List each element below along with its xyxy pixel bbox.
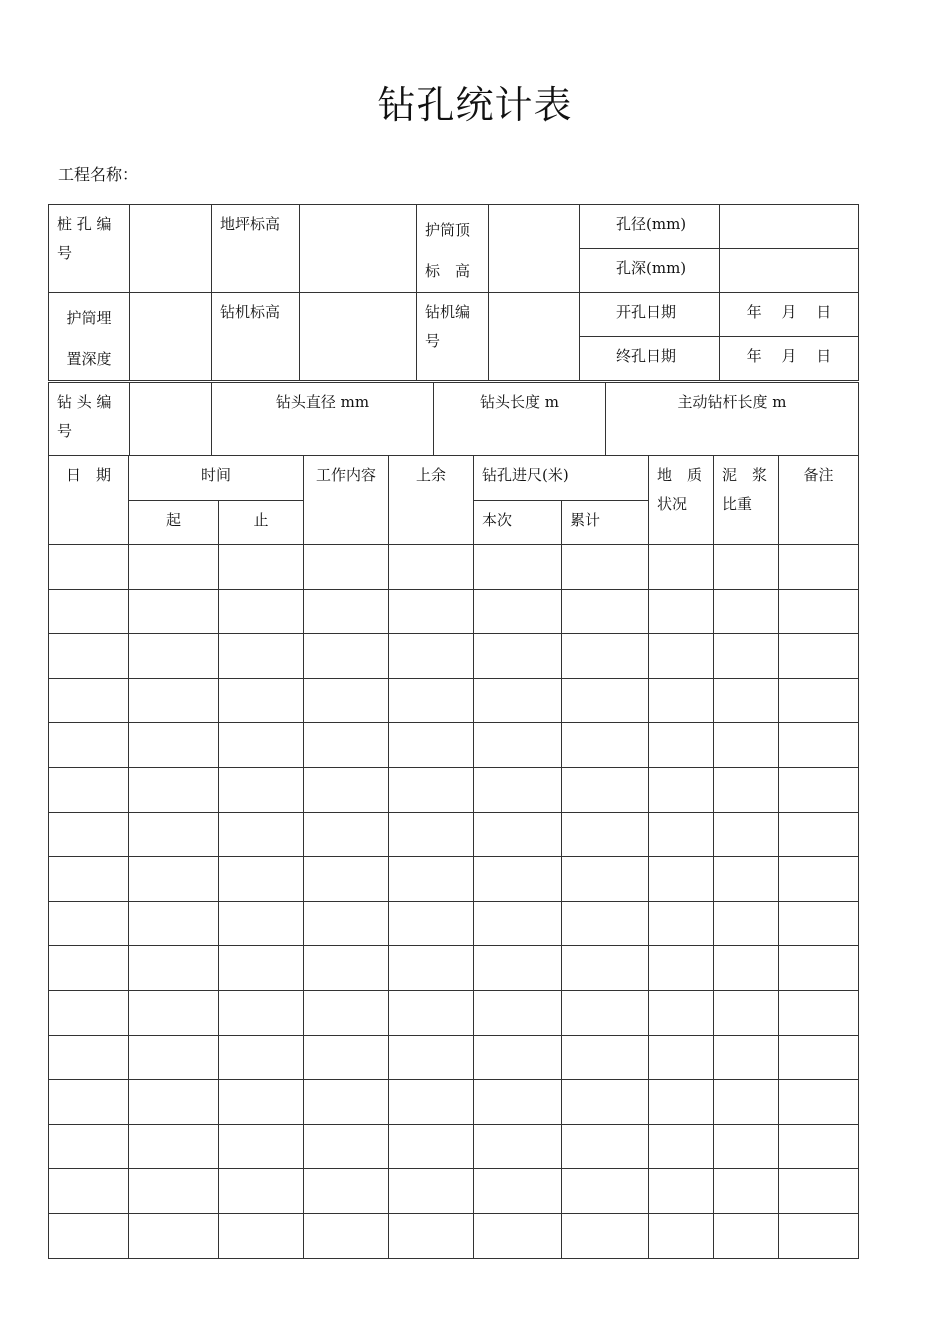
pile-info-table xyxy=(48,204,859,381)
mud-header: 泥 浆 比重 xyxy=(714,456,779,545)
log-cell[interactable] xyxy=(219,1213,304,1258)
log-cell[interactable] xyxy=(129,589,219,634)
log-cell[interactable] xyxy=(779,723,859,768)
table-row xyxy=(49,634,859,679)
log-cell[interactable] xyxy=(304,946,389,991)
log-cell[interactable] xyxy=(779,901,859,946)
log-cell[interactable] xyxy=(562,901,649,946)
log-cell[interactable] xyxy=(304,767,389,812)
casing-depth-label: 护筒埋 置深度 xyxy=(49,293,130,381)
log-cell[interactable] xyxy=(49,545,129,590)
log-cell[interactable] xyxy=(714,1035,779,1080)
rig-no-value[interactable] xyxy=(489,293,580,381)
work-header: 工作内容 xyxy=(304,456,389,545)
log-cell[interactable] xyxy=(779,678,859,723)
log-cell[interactable] xyxy=(304,545,389,590)
log-cell[interactable] xyxy=(562,634,649,679)
log-cell[interactable] xyxy=(562,723,649,768)
log-cell[interactable] xyxy=(649,678,714,723)
log-cell[interactable] xyxy=(474,946,562,991)
log-cell[interactable] xyxy=(779,1080,859,1125)
log-cell[interactable] xyxy=(129,857,219,902)
table-row xyxy=(49,545,859,590)
log-cell[interactable] xyxy=(49,1124,129,1169)
log-cell[interactable] xyxy=(474,901,562,946)
log-cell[interactable] xyxy=(304,901,389,946)
log-cell[interactable] xyxy=(714,545,779,590)
log-cell[interactable] xyxy=(49,1169,129,1214)
log-cell[interactable] xyxy=(219,1080,304,1125)
table-row xyxy=(49,1124,859,1169)
log-cell[interactable] xyxy=(714,1080,779,1125)
rig-no-label: 钻机编 号 xyxy=(417,293,489,381)
hole-dia-label: 孔径(mm) xyxy=(580,205,720,249)
log-cell[interactable] xyxy=(649,1124,714,1169)
pile-no-value[interactable] xyxy=(130,205,212,293)
log-cell[interactable] xyxy=(49,946,129,991)
log-cell[interactable] xyxy=(649,634,714,679)
log-cell[interactable] xyxy=(649,767,714,812)
advance-header: 钻孔进尺(米) xyxy=(474,456,649,501)
rig-elev-label: 钻机标高 xyxy=(212,293,300,381)
log-cell[interactable] xyxy=(779,857,859,902)
log-cell[interactable] xyxy=(49,1035,129,1080)
log-cell[interactable] xyxy=(219,946,304,991)
log-cell[interactable] xyxy=(714,946,779,991)
project-name-label: 工程名称： xyxy=(58,165,139,184)
log-cell[interactable] xyxy=(649,1080,714,1125)
log-cell[interactable] xyxy=(779,946,859,991)
drilling-log-table xyxy=(48,455,859,1259)
rig-elev-value[interactable] xyxy=(300,293,417,381)
log-cell[interactable] xyxy=(562,545,649,590)
log-cell[interactable] xyxy=(474,990,562,1035)
log-cell[interactable] xyxy=(714,589,779,634)
log-cell[interactable] xyxy=(49,678,129,723)
end-date-value[interactable]: 年 月 日 xyxy=(720,337,859,381)
bit-len-label: 钻头长度 m xyxy=(434,383,606,456)
log-cell[interactable] xyxy=(714,1124,779,1169)
log-cell[interactable] xyxy=(129,545,219,590)
log-cell[interactable] xyxy=(562,1213,649,1258)
log-cell[interactable] xyxy=(779,1035,859,1080)
log-cell[interactable] xyxy=(779,545,859,590)
date-header: 日 期 xyxy=(49,456,129,545)
log-cell[interactable] xyxy=(389,812,474,857)
table-row xyxy=(49,946,859,991)
table-row xyxy=(49,723,859,768)
log-cell[interactable] xyxy=(779,634,859,679)
log-cell[interactable] xyxy=(714,723,779,768)
log-cell[interactable] xyxy=(562,1124,649,1169)
remain-header: 上余 xyxy=(389,456,474,545)
kelly-len-label: 主动钻杆长度 m xyxy=(606,383,859,456)
log-cell[interactable] xyxy=(474,1169,562,1214)
log-cell[interactable] xyxy=(219,1124,304,1169)
log-cell[interactable] xyxy=(714,767,779,812)
log-cell[interactable] xyxy=(649,901,714,946)
log-cell[interactable] xyxy=(389,767,474,812)
log-cell[interactable] xyxy=(714,678,779,723)
log-cell[interactable] xyxy=(649,990,714,1035)
log-cell[interactable] xyxy=(389,545,474,590)
log-cell[interactable] xyxy=(129,812,219,857)
log-cell[interactable] xyxy=(562,1035,649,1080)
log-cell[interactable] xyxy=(129,634,219,679)
log-cell[interactable] xyxy=(474,1213,562,1258)
log-cell[interactable] xyxy=(714,990,779,1035)
log-cell[interactable] xyxy=(304,634,389,679)
bit-no-value[interactable] xyxy=(130,383,212,456)
log-cell[interactable] xyxy=(219,990,304,1035)
log-cell[interactable] xyxy=(219,634,304,679)
log-cell[interactable] xyxy=(714,1169,779,1214)
log-cell[interactable] xyxy=(129,990,219,1035)
log-cell[interactable] xyxy=(474,857,562,902)
log-cell[interactable] xyxy=(304,1169,389,1214)
log-cell[interactable] xyxy=(649,723,714,768)
log-cell[interactable] xyxy=(49,990,129,1035)
log-cell[interactable] xyxy=(304,678,389,723)
table-row xyxy=(49,901,859,946)
casing-depth-value[interactable] xyxy=(130,293,212,381)
log-cell[interactable] xyxy=(562,812,649,857)
casing-top-elev-value[interactable] xyxy=(489,205,580,293)
table-row xyxy=(49,1169,859,1214)
log-cell[interactable] xyxy=(219,545,304,590)
log-cell[interactable] xyxy=(474,589,562,634)
log-cell[interactable] xyxy=(779,1213,859,1258)
log-cell[interactable] xyxy=(49,767,129,812)
log-cell[interactable] xyxy=(49,589,129,634)
log-cell[interactable] xyxy=(49,857,129,902)
table-row xyxy=(49,767,859,812)
advance-cumulative-header: 累计 xyxy=(562,501,649,545)
log-cell[interactable] xyxy=(649,857,714,902)
ground-elev-value[interactable] xyxy=(300,205,417,293)
log-cell[interactable] xyxy=(389,1080,474,1125)
log-cell[interactable] xyxy=(649,946,714,991)
log-cell[interactable] xyxy=(389,1169,474,1214)
ground-elev-label: 地坪标高 xyxy=(212,205,300,293)
log-cell[interactable] xyxy=(219,857,304,902)
log-cell[interactable] xyxy=(129,767,219,812)
log-cell[interactable] xyxy=(389,634,474,679)
table-row xyxy=(49,678,859,723)
log-cell[interactable] xyxy=(562,990,649,1035)
log-cell[interactable] xyxy=(389,990,474,1035)
log-cell[interactable] xyxy=(779,589,859,634)
log-cell[interactable] xyxy=(304,1080,389,1125)
log-cell[interactable] xyxy=(129,1124,219,1169)
log-cell[interactable] xyxy=(129,1213,219,1258)
time-header: 时间 xyxy=(129,456,304,501)
log-cell[interactable] xyxy=(129,1169,219,1214)
table-row xyxy=(49,1035,859,1080)
log-cell[interactable] xyxy=(219,1169,304,1214)
log-cell[interactable] xyxy=(474,1124,562,1169)
geology-header: 地 质 状况 xyxy=(649,456,714,545)
log-cell[interactable] xyxy=(562,767,649,812)
log-cell[interactable] xyxy=(389,901,474,946)
log-cell[interactable] xyxy=(562,678,649,723)
log-cell[interactable] xyxy=(219,901,304,946)
log-cell[interactable] xyxy=(304,1213,389,1258)
end-date-label: 终孔日期 xyxy=(580,337,720,381)
log-cell[interactable] xyxy=(304,1124,389,1169)
log-cell[interactable] xyxy=(389,1035,474,1080)
log-cell[interactable] xyxy=(49,634,129,679)
log-cell[interactable] xyxy=(219,723,304,768)
log-cell[interactable] xyxy=(714,857,779,902)
log-cell[interactable] xyxy=(389,678,474,723)
log-cell[interactable] xyxy=(219,589,304,634)
advance-this-header: 本次 xyxy=(474,501,562,545)
log-cell[interactable] xyxy=(779,1169,859,1214)
log-cell[interactable] xyxy=(389,723,474,768)
log-cell[interactable] xyxy=(304,990,389,1035)
log-cell[interactable] xyxy=(129,1035,219,1080)
log-cell[interactable] xyxy=(219,767,304,812)
log-cell[interactable] xyxy=(474,678,562,723)
log-cell[interactable] xyxy=(779,812,859,857)
bit-no-label: 钻 头 编 号 xyxy=(49,383,130,456)
table-row xyxy=(49,812,859,857)
log-cell[interactable] xyxy=(714,901,779,946)
log-cell[interactable] xyxy=(389,1213,474,1258)
log-cell[interactable] xyxy=(49,1080,129,1125)
hole-dia-value[interactable] xyxy=(720,205,859,249)
page-title: 钻孔统计表 xyxy=(377,83,573,127)
log-cell[interactable] xyxy=(389,857,474,902)
table-row xyxy=(49,857,859,902)
log-cell[interactable] xyxy=(474,634,562,679)
log-cell[interactable] xyxy=(474,1080,562,1125)
table-row xyxy=(49,1213,859,1258)
log-cell[interactable] xyxy=(49,723,129,768)
log-cell[interactable] xyxy=(219,678,304,723)
log-cell[interactable] xyxy=(129,946,219,991)
log-cell[interactable] xyxy=(714,812,779,857)
remarks-header: 备注 xyxy=(779,456,859,545)
log-cell[interactable] xyxy=(304,857,389,902)
log-cell[interactable] xyxy=(49,812,129,857)
log-cell[interactable] xyxy=(714,634,779,679)
log-cell[interactable] xyxy=(649,589,714,634)
table-row xyxy=(49,1080,859,1125)
log-cell[interactable] xyxy=(562,1080,649,1125)
log-cell[interactable] xyxy=(649,1035,714,1080)
log-cell[interactable] xyxy=(649,812,714,857)
log-cell[interactable] xyxy=(649,545,714,590)
log-cell[interactable] xyxy=(474,545,562,590)
log-cell[interactable] xyxy=(562,946,649,991)
log-cell[interactable] xyxy=(304,589,389,634)
log-cell[interactable] xyxy=(304,723,389,768)
log-cell[interactable] xyxy=(562,589,649,634)
log-cell[interactable] xyxy=(649,1213,714,1258)
log-cell[interactable] xyxy=(474,1035,562,1080)
start-date-label: 开孔日期 xyxy=(580,293,720,337)
table-row xyxy=(49,589,859,634)
log-cell[interactable] xyxy=(129,678,219,723)
log-cell[interactable] xyxy=(389,946,474,991)
pile-no-label: 桩 孔 编 号 xyxy=(49,205,130,293)
log-cell[interactable] xyxy=(779,990,859,1035)
log-cell[interactable] xyxy=(49,1213,129,1258)
log-cell[interactable] xyxy=(49,901,129,946)
log-cell[interactable] xyxy=(779,1124,859,1169)
log-cell[interactable] xyxy=(474,812,562,857)
time-from-header: 起 xyxy=(129,501,219,545)
start-date-value[interactable]: 年 月 日 xyxy=(720,293,859,337)
log-cell[interactable] xyxy=(474,723,562,768)
log-cell[interactable] xyxy=(649,1169,714,1214)
casing-top-elev-label: 护筒顶 标 高 xyxy=(417,205,489,293)
bit-dia-label: 钻头直径 mm xyxy=(212,383,434,456)
bit-info-table xyxy=(48,382,859,456)
log-cell[interactable] xyxy=(714,1213,779,1258)
hole-depth-value[interactable] xyxy=(720,249,859,293)
log-cell[interactable] xyxy=(474,767,562,812)
log-cell[interactable] xyxy=(304,1035,389,1080)
log-cell[interactable] xyxy=(129,901,219,946)
hole-depth-label: 孔深(mm) xyxy=(580,249,720,293)
log-cell[interactable] xyxy=(219,1035,304,1080)
time-to-header: 止 xyxy=(219,501,304,545)
log-cell[interactable] xyxy=(129,723,219,768)
log-cell[interactable] xyxy=(304,812,389,857)
log-cell[interactable] xyxy=(562,1169,649,1214)
log-cell[interactable] xyxy=(219,812,304,857)
log-cell[interactable] xyxy=(562,857,649,902)
log-cell[interactable] xyxy=(779,767,859,812)
log-cell[interactable] xyxy=(129,1080,219,1125)
log-cell[interactable] xyxy=(389,589,474,634)
log-cell[interactable] xyxy=(389,1124,474,1169)
table-row xyxy=(49,990,859,1035)
